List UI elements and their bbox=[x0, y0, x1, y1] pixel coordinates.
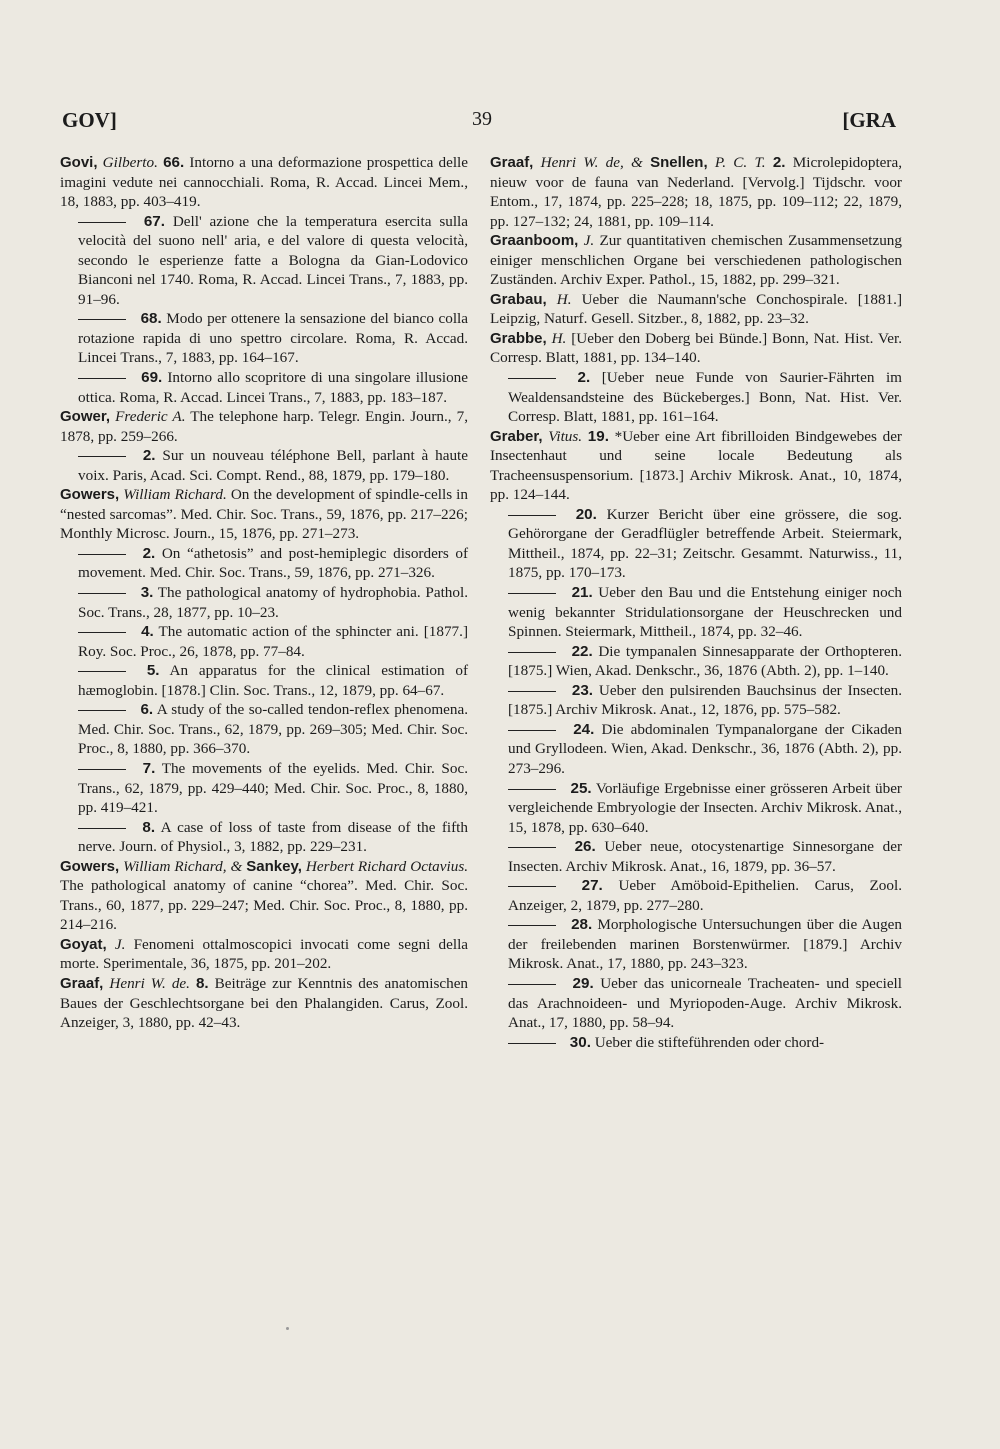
author-surname: Graaf, bbox=[490, 154, 534, 171]
bib-entry bbox=[78, 661, 468, 700]
author-given-name: Henri W. de. bbox=[109, 974, 190, 992]
entry-text: The pathological anatomy of canine “chorea”. Med. Chir. Soc. Trans., 60, 1877, pp. 229–247; Med. Chir. Soc. Proc., 8, 1880, pp. 214–216. bbox=[60, 877, 468, 934]
author-given-name: Frederic A. bbox=[115, 408, 186, 426]
bib-entry bbox=[490, 427, 902, 505]
entry-number: 66. bbox=[163, 154, 185, 171]
entry-text: A case of loss of taste from disease of the fifth nerve. Journ. of Physiol., 3, 1882, pp. 229–231. bbox=[78, 818, 469, 856]
entry-text: The telephone harp. Telegr. Engin. Journ., 7, 1878, pp. 259–266. bbox=[60, 408, 468, 445]
bib-entry bbox=[78, 368, 468, 407]
running-head-right: [GRA bbox=[842, 108, 896, 132]
bib-entry bbox=[78, 622, 468, 661]
entry-text: A study of the so-called tendon-reflex phenomena. Med. Chir. Soc. Trans., 62, 1879, pp. 269–305; Med. Chir. Soc. Proc., 8, 1880, pp. 366–370. bbox=[78, 701, 469, 758]
ditto-dash bbox=[508, 730, 556, 731]
entry-number: 28. bbox=[571, 916, 593, 934]
page-number: 39 bbox=[472, 108, 492, 130]
ditto-dash bbox=[78, 456, 126, 457]
author-surname: Grabbe, bbox=[490, 329, 547, 347]
ditto-dash bbox=[78, 222, 126, 223]
entry-number: 30. bbox=[569, 1033, 591, 1051]
entry-number: 4. bbox=[141, 623, 154, 641]
bib-entry bbox=[508, 681, 902, 720]
ditto-dash bbox=[508, 1043, 556, 1044]
entry-text: Microlepidoptera, nieuw voor de fauna van Nederland. [Vervolg.] Tijdschr. voor Entom., 17, 1874, pp. 225–228; 18, 1875, pp. 109–112; 22, 1879, pp. 127–132; 24, 1881, pp. 109–114. bbox=[490, 154, 903, 230]
bib-entry bbox=[508, 779, 902, 838]
bib-entry bbox=[78, 544, 468, 583]
entry-text: Morphologische Untersuchungen über die Augen der freilebenden marinen Borstenwürmer. [1879.] Archiv Mikrosk. Anat., 17, 1880, pp. 243–323. bbox=[508, 916, 903, 973]
author-surname: Graaf, bbox=[60, 974, 104, 992]
left-column bbox=[60, 153, 469, 1033]
entry-number: 2. bbox=[142, 544, 156, 562]
bib-entry bbox=[60, 974, 468, 1033]
author-surname: Gower, bbox=[60, 408, 111, 426]
bib-entry bbox=[78, 700, 468, 759]
ditto-dash bbox=[508, 925, 556, 926]
bib-entry bbox=[78, 759, 468, 818]
ditto-dash bbox=[78, 671, 126, 672]
author-given-name: Henri W. de, & bbox=[540, 154, 643, 171]
entry-text: Ueber die stifteführenden oder chord- bbox=[594, 1033, 825, 1051]
entry-text: On the development of spindle-cells in “nested sarcomas”. Med. Chir. Soc. Trans., 59, 1876, pp. 217–226; Monthly Microsc. Journ., 15, 1876, pp. 271–273. bbox=[60, 486, 469, 543]
ditto-dash bbox=[508, 847, 556, 848]
entry-text: Dell' azione che la temperatura esercita sulla velocità del suono nell' aria, e del valore di questa velocità, secondo le esperienze fatte a Bologna da Gian-Lodovico Bianconi nel 1740. Roma, R. Accad. Lincei Trans., 7, 1883, pp. 91–96. bbox=[78, 212, 468, 308]
author-given-name: H. bbox=[551, 329, 567, 347]
entry-number: 8. bbox=[142, 818, 156, 836]
entry-number: 20. bbox=[575, 505, 597, 523]
entry-text: Intorno a una deformazione prospettica delle imagini vedute nei cannocchiali. Roma, R. Accad. Lincei Mem., 18, 1883, pp. 403–419. bbox=[60, 154, 469, 211]
coauthor-surname: Snellen, bbox=[650, 154, 708, 171]
entry-text: Ueber neue, otocystenartige Sinnesorgane der Insecten. Archiv Mikrosk. Anat., 16, 1879, pp. 36–57. bbox=[508, 838, 903, 875]
entry-number: 24. bbox=[573, 720, 595, 738]
ditto-dash bbox=[508, 593, 556, 594]
ditto-dash bbox=[78, 319, 126, 320]
bib-entry bbox=[508, 720, 902, 779]
bib-entry bbox=[508, 915, 902, 974]
bib-entry bbox=[490, 231, 902, 290]
entry-text: Kurzer Bericht über eine grössere, die sog. Gehörorgane der Geradflügler betreffende Arbeit. Steiermark, Mittheil., 1874, pp. 22–31; Zeitschr. Gesammt. Naturwiss., 11, 1875, pp. 170–173. bbox=[508, 505, 902, 582]
bib-entry bbox=[508, 505, 902, 583]
entry-number: 21. bbox=[571, 584, 593, 602]
bib-entry bbox=[60, 485, 468, 544]
ditto-dash bbox=[508, 652, 556, 653]
entry-number: 5. bbox=[146, 662, 160, 680]
ditto-dash bbox=[508, 886, 556, 887]
bib-entry bbox=[60, 407, 468, 446]
ditto-dash bbox=[78, 710, 126, 711]
author-given-name: William Richard, & bbox=[123, 857, 243, 875]
ditto-dash bbox=[78, 632, 126, 633]
author-given-name: William Richard. bbox=[123, 486, 227, 504]
bib-entry bbox=[490, 290, 902, 329]
entry-text: Ueber Amöboid-Epithelien. Carus, Zool. Anzeiger, 2, 1879, pp. 277–280. bbox=[508, 877, 903, 914]
ditto-dash bbox=[508, 789, 556, 790]
entry-number: 6. bbox=[140, 701, 154, 719]
entry-text: The movements of the eyelids. Med. Chir. Soc. Trans., 62, 1879, pp. 429–440; Med. Chir. Soc. Proc., 8, 1880, pp. 419–421. bbox=[78, 759, 468, 817]
entry-number: 25. bbox=[570, 779, 592, 797]
bib-entry bbox=[78, 309, 468, 368]
ditto-dash bbox=[78, 828, 126, 829]
author-surname: Gowers, bbox=[60, 486, 120, 504]
entry-text: Fenomeni ottalmoscopici invocati come segni della morte. Sperimentale, 36, 1875, pp. 201–202. bbox=[60, 935, 469, 973]
author-surname: Grabau, bbox=[490, 290, 547, 308]
entry-number: 67. bbox=[143, 212, 165, 230]
bib-entry bbox=[60, 153, 468, 212]
coauthor-given-name: Herbert Richard Octavius. bbox=[305, 857, 469, 875]
entry-text: Ueber den Bau und die Entstehung einiger noch wenig bekannter Stridulationsorgane der Heuschrecken und Spinnen. Steiermark, Mittheil., 1874, pp. 32–46. bbox=[508, 584, 903, 641]
entry-text: Ueber den pulsirenden Bauchsinus der Insecten. [1875.] Archiv Mikrosk. Anat., 12, 1876, pp. 575–582. bbox=[508, 681, 903, 719]
entry-text: Die tympanalen Sinnesapparate der Orthopteren. [1875.] Wien, Akad. Denkschr., 36, 1876 (Abth. 2), pp. 1–140. bbox=[508, 642, 903, 680]
entry-text: The pathological anatomy of hydrophobia. Pathol. Soc. Trans., 28, 1877, pp. 10–23. bbox=[78, 584, 469, 621]
entry-text: Sur un nouveau téléphone Bell, parlant à haute voix. Paris, Acad. Sci. Compt. Rend., 88, 1879, pp. 179–180. bbox=[78, 447, 469, 484]
bib-entry bbox=[78, 583, 468, 622]
bib-entry bbox=[508, 837, 902, 876]
ditto-dash bbox=[78, 593, 126, 594]
running-head-left: GOV] bbox=[62, 108, 117, 132]
entry-text: The automatic action of the sphincter ani. [1877.] Roy. Soc. Proc., 26, 1878, pp. 77–84. bbox=[78, 623, 468, 660]
entry-number: 68. bbox=[140, 310, 162, 328]
entry-number: 22. bbox=[571, 642, 593, 660]
author-surname: Graber, bbox=[490, 427, 543, 445]
author-given-name: Vitus. bbox=[548, 427, 583, 445]
entry-text: On “athetosis” and post-hemiplegic disorders of movement. Med. Chir. Soc. Trans., 59, 1876, pp. 271–326. bbox=[78, 544, 468, 582]
bib-entry bbox=[490, 153, 902, 231]
entry-text: Beiträge zur Kenntnis des anatomischen Baues der Geschlechtsorgane bei den Phalangiden. Carus, Zool. Anzeiger, 3, 1880, pp. 42–43. bbox=[60, 974, 469, 1032]
entry-text: Modo per ottenere la sensazione del bianco colla rotazione rapida di uno spettro circolare. Roma, R. Accad. Lincei Trans., 7, 1883, pp. 164–167. bbox=[78, 310, 469, 367]
ditto-dash bbox=[78, 378, 126, 379]
entry-number: 7. bbox=[142, 759, 156, 777]
author-given-name: J. bbox=[583, 232, 595, 250]
entry-text: *Ueber eine Art fibrilloiden Bindgewebes der Insectenhaut und seine locale Bedeutung als Tracheensuspensorium. [1873.] Archiv Mikrosk. Anat., 10, 1874, pp. 124–144. bbox=[490, 427, 902, 504]
entry-text: Die abdominalen Tympanalorgane der Cikaden und Gryllodeen. Wien, Akad. Denkschr., 36, 1876 (Abth. 2), pp. 273–296. bbox=[508, 720, 902, 777]
bib-entry bbox=[508, 368, 902, 427]
bib-entry bbox=[60, 935, 468, 974]
ditto-dash bbox=[508, 691, 556, 692]
entry-number: 27. bbox=[581, 877, 603, 895]
entry-text: Vorläufige Ergebnisse einer grösseren Arbeit über vergleichende Embryologie der Insecten. Archiv Mikrosk. Anat., 15, 1878, pp. 630–640. bbox=[508, 779, 902, 836]
entry-number: 19. bbox=[587, 427, 609, 445]
author-surname: Goyat, bbox=[60, 935, 107, 953]
entry-number: 8. bbox=[195, 974, 209, 992]
entry-text: An apparatus for the clinical estimation of hæmoglobin. [1878.] Clin. Soc. Trans., 12, 1879, pp. 64–67. bbox=[78, 662, 469, 699]
ditto-dash bbox=[78, 769, 126, 770]
bib-entry bbox=[508, 876, 902, 915]
author-surname: Graanboom, bbox=[490, 232, 579, 250]
right-column bbox=[490, 153, 903, 1052]
bib-entry bbox=[78, 446, 468, 485]
author-surname: Govi, bbox=[60, 154, 98, 171]
bib-entry bbox=[508, 974, 902, 1033]
bib-entry bbox=[60, 857, 468, 935]
author-given-name: H. bbox=[556, 290, 572, 308]
entry-text: [Ueber den Doberg bei Bünde.] Bonn, Nat. Hist. Ver. Corresp. Blatt, 1881, pp. 134–140. bbox=[490, 329, 903, 367]
entry-number: 29. bbox=[572, 974, 594, 992]
entry-number: 2. bbox=[772, 154, 786, 171]
bib-entry bbox=[508, 1033, 902, 1053]
entry-number: 23. bbox=[571, 681, 594, 699]
ditto-dash bbox=[508, 984, 556, 985]
bib-entry bbox=[490, 329, 902, 368]
entry-text: Ueber das unicorneale Tracheaten- und speciell das Arachnoideen- und Myriopoden-Auge. Archiv Mikrosk. Anat., 17, 1880, pp. 58–94. bbox=[508, 974, 902, 1032]
ditto-dash bbox=[508, 378, 556, 379]
bib-entry bbox=[78, 212, 468, 310]
page-speck bbox=[286, 1327, 289, 1330]
bib-entry bbox=[78, 818, 468, 857]
bib-entry bbox=[508, 642, 902, 681]
author-given-name: J. bbox=[114, 935, 126, 953]
entry-text: Zur quantitativen chemischen Zusammensetzung einiger menschlichen Organe bei verschiedenen pathologischen Zuständen. Archiv Exper. Pathol., 15, 1882, pp. 299–321. bbox=[490, 232, 902, 289]
entry-number: 26. bbox=[574, 838, 596, 856]
coauthor-surname: Sankey, bbox=[246, 857, 302, 875]
entry-number: 2. bbox=[577, 369, 591, 387]
entry-text: Ueber die Naumann'sche Conchospirale. [1881.] Leipzig, Naturf. Gesell. Sitzber., 8, 1882, pp. 23–32. bbox=[490, 290, 903, 328]
entry-number: 69. bbox=[141, 369, 163, 387]
entry-number: 2. bbox=[142, 447, 156, 465]
author-given-name: Gilberto. bbox=[102, 154, 158, 171]
coauthor-given-name: P. C. T. bbox=[714, 154, 766, 171]
entry-text: Intorno allo scopritore di una singolare illusione ottica. Roma, R. Accad. Lincei Trans., 7, 1883, pp. 183–187. bbox=[78, 369, 469, 406]
bib-entry bbox=[508, 583, 902, 642]
author-surname: Gowers, bbox=[60, 857, 120, 875]
entry-number: 3. bbox=[140, 584, 154, 602]
entry-text: [Ueber neue Funde von Saurier-Fährten im Wealdensandsteine des Bückeberges.] Bonn, Nat. Hist. Ver. Corresp. Blatt, 1881, pp. 161–164. bbox=[508, 369, 902, 426]
ditto-dash bbox=[78, 554, 126, 555]
ditto-dash bbox=[508, 515, 556, 516]
